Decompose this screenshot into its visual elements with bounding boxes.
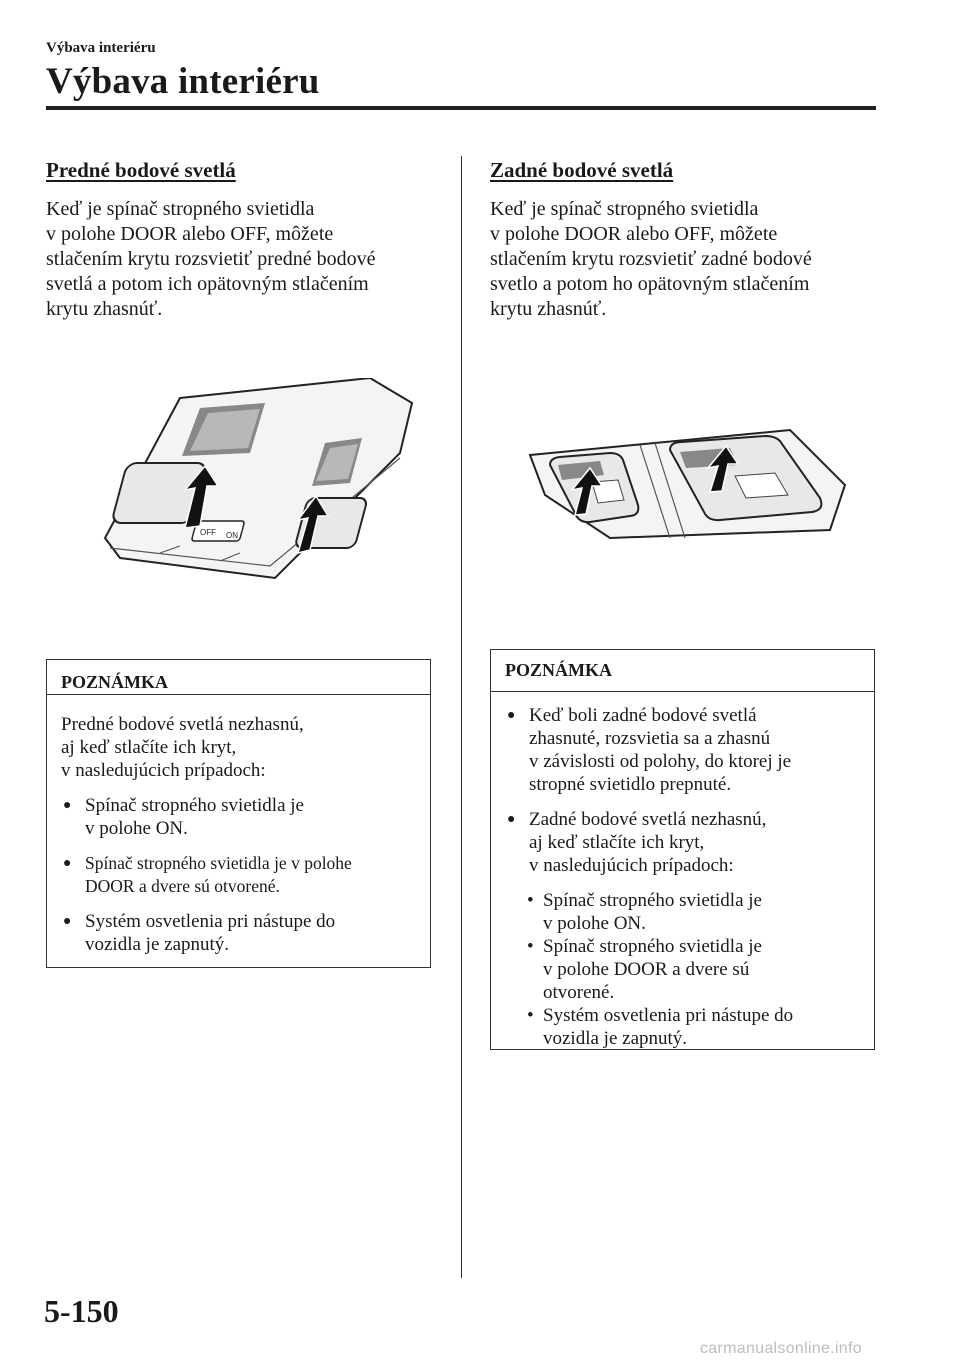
note-bullet: ● Zadné bodové svetlá nezhasnú, aj keď stlačíte ich kryt, v nasledujúcich prípadoch:: [507, 809, 767, 876]
note-bullet: ● Keď boli zadné bodové svetlá zhasnuté, rozsvietia sa a zhasnú v závislosti od polohy, do ktorej je stropné svietidlo prepnuté.: [507, 705, 792, 795]
column-divider: [461, 156, 462, 1278]
rear-spotlights-heading: Zadné bodové svetlá: [490, 158, 674, 182]
note-bullet: ● Systém osvetlenia pri nástupe do vozidla je zapnutý.: [63, 911, 336, 955]
note-sub-bullet: • Spínač stropného svietidla je v polohe DOOR a dvere sú otvorené.: [527, 936, 762, 1003]
svg-text:OFF: OFF: [200, 528, 216, 537]
note-text: aj keď stlačíte ich kryt,: [61, 737, 237, 758]
breadcrumb: Výbava interiéru: [46, 40, 156, 56]
note-sub-bullet: • Systém osvetlenia pri nástupe do vozidla je zapnutý.: [527, 1005, 794, 1049]
note-text: v nasledujúcich prípadoch:: [61, 760, 266, 781]
front-spotlights-illustration: [100, 378, 420, 583]
watermark: carmanualsonline.info: [700, 1340, 862, 1357]
note-sub-bullet: • Spínač stropného svietidla je v polohe ON.: [527, 890, 762, 934]
front-spotlights-paragraph: Keď je spínač stropného svietidla v polohe DOOR alebo OFF, môžete stlačením krytu rozsvietiť predné bodové svetlá a potom ich opätovným stlačením krytu zhasnúť.: [46, 198, 376, 320]
rear-spotlights-paragraph: Keď je spínač stropného svietidla v polohe DOOR alebo OFF, môžete stlačením krytu rozsvietiť zadné bodové svetlo a potom ho opätovným stlačením krytu zhasnúť.: [490, 198, 812, 320]
page-title: Výbava interiéru: [46, 61, 320, 102]
note-text: Predné bodové svetlá nezhasnú,: [61, 714, 304, 735]
note-title: POZNÁMKA: [491, 650, 874, 692]
note-bullet: ● Spínač stropného svietidla je v polohe ON.: [63, 795, 304, 839]
rear-spotlights-illustration: [520, 420, 850, 550]
front-spotlights-heading: Predné bodové svetlá: [46, 158, 236, 182]
title-rule: [46, 106, 876, 110]
svg-text:ON: ON: [226, 531, 238, 540]
note-title: POZNÁMKA: [47, 660, 430, 695]
front-spotlights-note: [46, 659, 431, 968]
rear-spotlights-note: [490, 649, 875, 1050]
page-number: 5-150: [44, 1293, 119, 1329]
note-bullet: ● Spínač stropného svietidla je v polohe DOOR a dvere sú otvorené.: [63, 853, 352, 896]
